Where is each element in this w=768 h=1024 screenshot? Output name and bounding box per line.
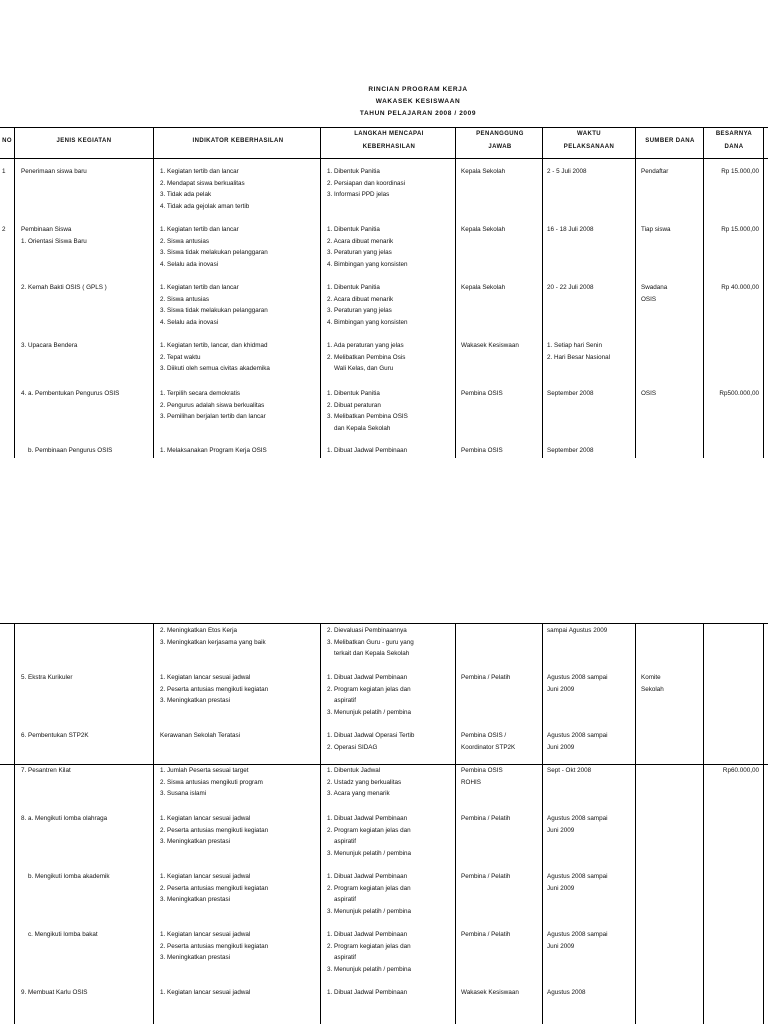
cell-line: 3. Meningkatkan kerjasama yang baik xyxy=(160,638,266,646)
header-jenis: JENIS KEGIATAN xyxy=(56,138,112,144)
cell-line: 3. Meningkatkan prestasi xyxy=(160,697,231,705)
cell-line: 1. Dibuat Jadwal Pembinaan xyxy=(327,873,408,880)
cell-line: 1. Kegiatan lancar sesuai jadwal xyxy=(160,815,251,822)
cell-line: Pembina / Pelatih xyxy=(461,674,511,681)
table-vertical-rule xyxy=(153,623,154,1024)
cell-line: Rp 15.000,00 xyxy=(721,168,759,175)
header-waktu-line1: WAKTU xyxy=(577,131,601,137)
cell-line: 3. Meningkatkan prestasi xyxy=(160,896,231,904)
cell-line: Juni 2009 xyxy=(547,826,575,834)
cell-line: Sept - Okt 2008 xyxy=(547,767,592,774)
cell-line: 2. Pengurus adalah siswa berkualitas xyxy=(160,401,265,409)
cell-jenis xyxy=(21,730,151,742)
cell-waktu xyxy=(547,388,635,400)
cell-line: 1. Dibentuk Panitia xyxy=(327,168,380,175)
cell-line: 4. Tidak ada gejolak aman tertib xyxy=(160,202,250,210)
cell-line: Agustus 2008 sampai xyxy=(547,873,608,880)
cell-line: 3. Tidak ada pelak xyxy=(160,191,212,199)
cell-langkah xyxy=(327,730,455,753)
cell-line: 1. Dibuat Jadwal Pembinaan xyxy=(327,674,408,681)
cell-pj xyxy=(461,224,541,236)
cell-pj xyxy=(461,987,541,999)
table-vertical-rule xyxy=(635,127,636,458)
header-no: NO xyxy=(2,138,12,144)
cell-line: 4. a. Pembentukan Pengurus OSIS xyxy=(21,390,120,397)
cell-line: 2. Operasi SIDAG xyxy=(327,743,378,751)
header-waktu-line2: PELAKSANAAN xyxy=(563,144,615,150)
cell-indikator xyxy=(160,282,320,328)
cell-line: 2. Program kegiatan jelas dan xyxy=(327,826,411,834)
cell-line: 2. Peserta antusias mengikuti kegiatan xyxy=(160,942,269,950)
table-vertical-rule xyxy=(14,127,15,458)
header-langkah-line2: KEBERHASILAN xyxy=(362,144,416,150)
cell-line: 2. Program kegiatan jelas dan xyxy=(327,942,411,950)
cell-indikator xyxy=(160,987,320,999)
cell-line: 1. Dibuat Jadwal Pembinaan xyxy=(327,447,408,454)
cell-langkah xyxy=(327,224,455,270)
cell-waktu xyxy=(547,224,635,236)
cell-line: 1. Melaksanakan Program Kerja OSIS xyxy=(160,447,267,454)
cell-line: 3. Diikuti oleh semua civitas akademika xyxy=(160,365,270,373)
cell-line: terkait dan Kepala Sekolah xyxy=(327,650,410,658)
cell-line: 2. Peserta antusias mengikuti kegiatan xyxy=(160,826,269,834)
cell-line: Agustus 2008 sampai xyxy=(547,732,608,739)
cell-line: 2. Siswa antusias xyxy=(160,237,210,245)
cell-line: Kepala Sekolah xyxy=(461,284,506,291)
cell-line: 7. Pesantren Kilat xyxy=(21,767,71,774)
cell-line: 3. Pemilihan berjalan tertib dan lancar xyxy=(160,413,266,421)
cell-line: 1. Kegiatan lancar sesuai jadwal xyxy=(160,674,251,681)
cell-line: 2. Siswa antusias mengikuti program xyxy=(160,778,263,786)
table-vertical-rule xyxy=(703,623,704,1024)
cell-line: Pembina / Pelatih xyxy=(461,815,511,822)
cell-line: Kerawanan Sekolah Teratasi xyxy=(160,732,241,739)
cell-line: 3. Menunjuk pelatih / pembina xyxy=(327,849,412,857)
header-besar xyxy=(705,128,763,154)
cell-sumber xyxy=(641,224,703,236)
cell-langkah xyxy=(327,625,455,660)
cell-jenis xyxy=(21,340,151,352)
cell-waktu xyxy=(547,166,635,178)
table-vertical-rule xyxy=(763,127,764,458)
cell-indikator xyxy=(160,166,320,212)
cell-langkah xyxy=(327,340,455,375)
cell-line: Agustus 2008 xyxy=(547,989,586,996)
cell-line: 3. Menunjuk pelatih / pembina xyxy=(327,965,412,973)
cell-jenis xyxy=(21,445,151,457)
cell-line: 3. Peraturan yang jelas xyxy=(327,249,392,257)
cell-line: 4. Selalu ada inovasi xyxy=(160,260,219,268)
cell-waktu xyxy=(547,672,635,695)
cell-indikator xyxy=(160,224,320,270)
cell-line: aspiratif xyxy=(327,697,357,705)
cell-waktu xyxy=(547,340,635,363)
table-vertical-rule xyxy=(703,127,704,458)
header-pj-line1: PENANGGUNG xyxy=(476,131,524,137)
table-vertical-rule xyxy=(542,623,543,1024)
cell-waktu xyxy=(547,813,635,836)
table-vertical-rule xyxy=(320,623,321,1024)
cell-line: OSIS xyxy=(641,390,657,397)
cell-line: Tiap siswa xyxy=(641,226,671,233)
cell-dana xyxy=(705,282,759,294)
cell-line: sampai Agustus 2009 xyxy=(547,627,608,634)
cell-line: Wali Kelas, dan Guru xyxy=(327,365,394,373)
cell-line: Agustus 2008 sampai xyxy=(547,931,608,938)
cell-indikator xyxy=(160,672,320,707)
cell-waktu xyxy=(547,625,635,637)
cell-line: 1. Setiap hari Senin xyxy=(547,342,602,349)
cell-line: Juni 2009 xyxy=(547,685,575,693)
cell-line: 2 xyxy=(2,226,6,233)
cell-line: Kepala Sekolah xyxy=(461,226,506,233)
cell-waktu xyxy=(547,871,635,894)
cell-line: Koordinator STP2K xyxy=(461,743,516,751)
cell-line: 1. Kegiatan lancar sesuai jadwal xyxy=(160,873,251,880)
cell-line: Agustus 2008 sampai xyxy=(547,674,608,681)
cell-indikator xyxy=(160,340,320,375)
cell-line: 3. Meningkatkan prestasi xyxy=(160,954,231,962)
doc-title-line2: WAKASEK KESISWAAN xyxy=(375,98,461,105)
cell-line: ROHIS xyxy=(461,778,481,786)
cell-line: 1. Terpilih secara demokratis xyxy=(160,390,241,397)
header-sumber: SUMBER DANA xyxy=(645,138,695,144)
cell-line: Pembina / Pelatih xyxy=(461,873,511,880)
header-waktu xyxy=(543,128,635,154)
cell-dana xyxy=(705,224,759,236)
cell-line: 3. Menunjuk pelatih / pembina xyxy=(327,907,412,915)
cell-line: 1. Dibuat Jadwal Pembinaan xyxy=(327,815,408,822)
cell-line: 3. Acara yang menarik xyxy=(327,790,390,798)
cell-line: 4. Bimbingan yang konsisten xyxy=(327,260,408,268)
cell-line: Agustus 2008 sampai xyxy=(547,815,608,822)
cell-line: Rp 15.000,00 xyxy=(721,226,759,233)
header-indikator: INDIKATOR KEBERHASILAN xyxy=(192,138,284,144)
cell-jenis xyxy=(21,987,151,999)
cell-line: 3. Melibatkan Pembina OSIS xyxy=(327,413,408,421)
cell-line: 3. Meningkatkan prestasi xyxy=(160,838,231,846)
table-vertical-rule xyxy=(320,127,321,458)
cell-pj xyxy=(461,813,541,825)
cell-line: aspiratif xyxy=(327,954,357,962)
cell-line: 2. Melibatkan Pembina Osis xyxy=(327,353,406,361)
cell-line: 2. Kemah Bakti OSIS ( GPLS ) xyxy=(21,284,107,291)
cell-line: 16 - 18 Juli 2008 xyxy=(547,226,594,233)
cell-line: Penerimaan siswa baru xyxy=(21,168,87,175)
cell-no xyxy=(2,166,12,178)
cell-sumber xyxy=(641,672,703,695)
table-vertical-rule xyxy=(14,623,15,1024)
cell-indikator xyxy=(160,765,320,800)
cell-line: September 2008 xyxy=(547,447,594,454)
cell-line: Rp500.000,00 xyxy=(719,390,759,397)
cell-line: 4. Selalu ada inovasi xyxy=(160,318,219,326)
cell-pj xyxy=(461,765,541,788)
cell-line: 3. Peraturan yang jelas xyxy=(327,307,392,315)
cell-line: 1. Kegiatan lancar sesuai jadwal xyxy=(160,931,251,938)
cell-line: Pembina / Pelatih xyxy=(461,931,511,938)
cell-line: 1. Kegiatan lancar sesuai jadwal xyxy=(160,989,251,996)
table-vertical-rule xyxy=(455,623,456,1024)
cell-waktu xyxy=(547,282,635,294)
cell-line: 1. Dibuat Jadwal Operasi Tertib xyxy=(327,732,415,739)
cell-line: 1. Jumlah Peserta sesuai target xyxy=(160,767,249,774)
cell-line: 1. Kegiatan tertib dan lancar xyxy=(160,226,239,233)
cell-waktu xyxy=(547,445,635,457)
cell-line: dan Kepala Sekolah xyxy=(327,424,391,432)
cell-line: 3. Siswa tidak melakukan pelanggaran xyxy=(160,249,268,257)
cell-line: Juni 2009 xyxy=(547,743,575,751)
cell-line: 2. Persiapan dan koordinasi xyxy=(327,179,406,187)
cell-line: Rp60.000,00 xyxy=(722,767,759,774)
cell-line: Juni 2009 xyxy=(547,942,575,950)
cell-line: 1. Kegiatan tertib, lancar, dan khidmad xyxy=(160,342,268,349)
cell-line: 5. Ekstra Kurikuler xyxy=(21,674,73,681)
cell-langkah xyxy=(327,871,455,917)
cell-dana xyxy=(705,765,759,777)
cell-indikator xyxy=(160,929,320,964)
cell-pj xyxy=(461,340,541,352)
cell-waktu xyxy=(547,765,635,777)
cell-pj xyxy=(461,672,541,684)
cell-line: aspiratif xyxy=(327,896,357,904)
table-vertical-rule xyxy=(542,127,543,458)
cell-indikator xyxy=(160,625,320,648)
cell-line: Sekolah xyxy=(641,685,664,693)
cell-langkah xyxy=(327,672,455,718)
cell-line: 2. Acara dibuat menarik xyxy=(327,295,394,303)
cell-line: 2. Ustadz yang berkualitas xyxy=(327,778,402,786)
cell-pj xyxy=(461,929,541,941)
cell-line: 3. Menunjuk pelatih / pembina xyxy=(327,708,412,716)
header-pj-line2: JAWAB xyxy=(488,144,512,150)
cell-waktu xyxy=(547,929,635,952)
cell-indikator xyxy=(160,730,320,742)
cell-line: 20 - 22 Juli 2008 xyxy=(547,284,594,291)
cell-jenis xyxy=(21,282,151,294)
cell-dana xyxy=(705,388,759,400)
cell-line: 1. Dibentuk Panitia xyxy=(327,390,380,397)
cell-line: Pembinaan Siswa xyxy=(21,226,72,233)
cell-waktu xyxy=(547,730,635,753)
table-vertical-rule xyxy=(455,127,456,458)
table-vertical-rule xyxy=(153,127,154,458)
cell-line: 2. Mendapat siswa berkualitas xyxy=(160,179,245,187)
cell-line: 2. Tepat waktu xyxy=(160,353,201,361)
cell-line: Wakasek Kesiswaan xyxy=(461,342,519,349)
cell-indikator xyxy=(160,445,320,457)
cell-pj xyxy=(461,445,541,457)
header-pj xyxy=(457,128,543,154)
cell-line: 1. Kegiatan tertib dan lancar xyxy=(160,168,239,175)
cell-pj xyxy=(461,388,541,400)
cell-indikator xyxy=(160,813,320,848)
cell-line: 2. Siswa antusias xyxy=(160,295,210,303)
cell-line: 1. Dibuat Jadwal Pembinaan xyxy=(327,989,408,996)
cell-indikator xyxy=(160,388,320,423)
cell-line: b. Mengikuti lomba akademik xyxy=(21,873,110,880)
cell-line: Kepala Sekolah xyxy=(461,168,506,175)
cell-jenis xyxy=(21,871,151,883)
cell-line: 2. Program kegiatan jelas dan xyxy=(327,884,411,892)
table-vertical-rule xyxy=(635,623,636,1024)
cell-line: 1. Dibentuk Panitia xyxy=(327,226,380,233)
cell-line: 2. Acara dibuat menarik xyxy=(327,237,394,245)
cell-line: 1. Dibentuk Panitia xyxy=(327,284,380,291)
cell-langkah xyxy=(327,813,455,859)
cell-pj xyxy=(461,730,541,753)
cell-waktu xyxy=(547,987,635,999)
cell-line: Pembina OSIS / xyxy=(461,732,507,739)
cell-sumber xyxy=(641,166,703,178)
cell-line: Pendaftar xyxy=(641,168,669,175)
cell-indikator xyxy=(160,871,320,906)
cell-sumber xyxy=(641,388,703,400)
cell-line: 3. Siswa tidak melakukan pelanggaran xyxy=(160,307,268,315)
table-horizontal-rule xyxy=(0,158,768,159)
cell-pj xyxy=(461,282,541,294)
header-besar-line1: BESARNYA xyxy=(715,131,753,137)
cell-langkah xyxy=(327,166,455,201)
cell-dana xyxy=(705,166,759,178)
cell-line: Wakasek Kesiswaan xyxy=(461,989,519,996)
cell-jenis xyxy=(21,929,151,941)
cell-line: 1. Dibuat Jadwal Pembinaan xyxy=(327,931,408,938)
cell-line: 3. Melibatkan Guru - guru yang xyxy=(327,638,414,646)
cell-line: 3. Informasi PPD jelas xyxy=(327,191,390,199)
cell-line: 2. Dibuat peraturan xyxy=(327,401,381,409)
cell-line: Pembina OSIS xyxy=(461,390,503,397)
cell-no xyxy=(2,224,12,236)
cell-line: 6. Pembentukan STP2K xyxy=(21,732,89,739)
table-horizontal-rule xyxy=(0,623,768,624)
cell-line: b. Pembinaan Pengurus OSIS xyxy=(21,447,113,454)
cell-line: 4. Bimbingan yang konsisten xyxy=(327,318,408,326)
cell-langkah xyxy=(327,282,455,328)
cell-jenis xyxy=(21,166,151,178)
cell-line: September 2008 xyxy=(547,390,594,397)
header-langkah xyxy=(322,128,456,154)
cell-jenis xyxy=(21,672,151,684)
cell-line: c. Mengikuti lomba bakat xyxy=(21,931,98,938)
header-besar-line2: DANA xyxy=(724,144,744,150)
cell-line: Swadana xyxy=(641,284,668,291)
header-langkah-line1: LANGKAH MENCAPAI xyxy=(354,131,424,137)
cell-line: Juni 2009 xyxy=(547,884,575,892)
cell-jenis xyxy=(21,765,151,777)
cell-line: 1 xyxy=(2,168,6,175)
cell-langkah xyxy=(327,765,455,800)
cell-pj xyxy=(461,166,541,178)
table-vertical-rule xyxy=(763,623,764,1024)
cell-line: 2. Peserta antusias mengikuti kegiatan xyxy=(160,884,269,892)
cell-line: 8. a. Mengikuti lomba olahraga xyxy=(21,815,108,822)
cell-jenis xyxy=(21,813,151,825)
cell-langkah xyxy=(327,987,455,999)
cell-line: 2. Hari Besar Nasional xyxy=(547,353,610,361)
cell-jenis xyxy=(21,224,151,247)
cell-line: 3. Susana islami xyxy=(160,790,207,798)
doc-title-line3: TAHUN PELAJARAN 2008 / 2009 xyxy=(359,110,477,117)
cell-line: aspiratif xyxy=(327,838,357,846)
cell-line: Rp 40.000,00 xyxy=(721,284,759,291)
cell-sumber xyxy=(641,282,703,305)
cell-line: Pembina OSIS xyxy=(461,767,503,774)
cell-line: 2 - 5 Juli 2008 xyxy=(547,168,587,175)
cell-line: 1. Kegiatan tertib dan lancar xyxy=(160,284,239,291)
cell-jenis xyxy=(21,388,151,400)
cell-line: Pembina OSIS xyxy=(461,447,503,454)
doc-title-line1: RINCIAN PROGRAM KERJA xyxy=(368,86,468,93)
cell-line: 1. Dibentuk Jadwal xyxy=(327,767,381,774)
cell-pj xyxy=(461,871,541,883)
cell-line: 2. Dievaluasi Pembinaannya xyxy=(327,627,407,634)
cell-line: 3. Upacara Bendera xyxy=(21,342,78,349)
cell-line: Komite xyxy=(641,674,661,681)
cell-line: 1. Ada peraturan yang jelas xyxy=(327,342,404,349)
cell-langkah xyxy=(327,929,455,975)
cell-langkah xyxy=(327,388,455,434)
cell-line: 1. Orientasi Siswa Baru xyxy=(21,237,87,245)
cell-line: 2. Program kegiatan jelas dan xyxy=(327,685,411,693)
cell-line: 2. Meningkatkan Etos Kerja xyxy=(160,627,238,634)
cell-line: 2. Peserta antusias mengikuti kegiatan xyxy=(160,685,269,693)
cell-line: 9. Membuat Karlu OSIS xyxy=(21,989,88,996)
cell-langkah xyxy=(327,445,455,457)
cell-line: OSIS xyxy=(641,295,657,303)
